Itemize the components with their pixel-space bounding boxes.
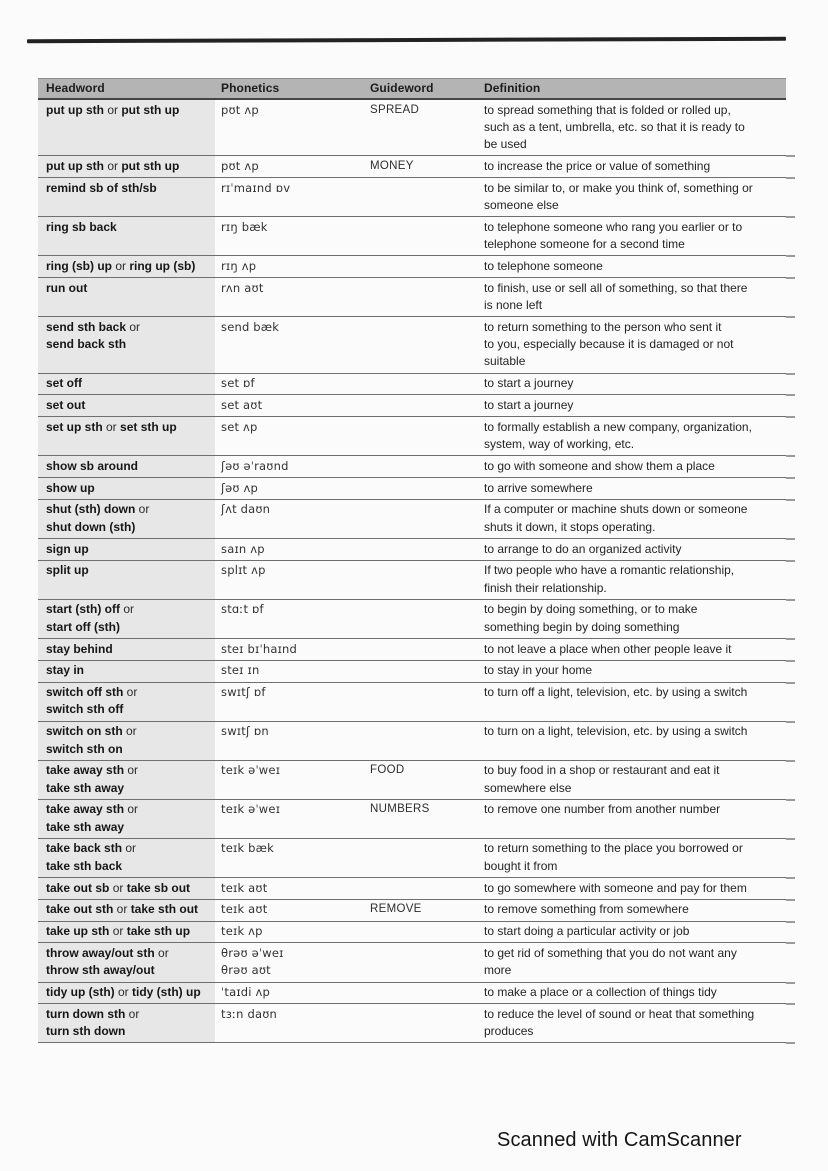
table-row	[38, 761, 786, 800]
definition-cell: to stay in your home	[484, 663, 593, 678]
phonetics-cell: swɪtʃ ɒn	[221, 724, 269, 739]
headword-term: set off	[46, 376, 82, 391]
definition-cell: to spread something that is folded or rolled up, such as a tent, umbrella, etc. so that it is ready to be used	[484, 102, 745, 152]
phonetics-cell: steɪ bɪˈhaɪnd	[221, 641, 298, 656]
table-row	[38, 1004, 786, 1043]
definition-cell: to arrange to do an organized activity	[484, 541, 682, 556]
headword-term: put up sth	[46, 158, 104, 173]
guideword-cell	[366, 456, 478, 477]
headword-term: set up sth	[46, 419, 103, 434]
definition-cell: to make a place or a collection of things tidy	[484, 985, 717, 1000]
guideword-cell: FOOD	[370, 764, 405, 777]
guideword-cell: MONEY	[370, 159, 414, 172]
phonetics-cell: ˈtaɪdi ʌp	[221, 985, 271, 1000]
headword-term: turn sth down	[46, 1024, 126, 1039]
phonetics-cell: splɪt ʌp	[221, 563, 266, 578]
headword-connector: or	[102, 419, 121, 434]
headword-cell	[38, 661, 215, 682]
headword-cell	[38, 100, 215, 155]
table-row	[38, 317, 786, 373]
headword-term: take up sth	[46, 924, 110, 939]
guideword-cell	[366, 922, 478, 943]
headword-term: turn down sth	[46, 1006, 126, 1021]
guideword-cell: NUMBERS	[370, 803, 430, 816]
headword-term: tidy up (sth)	[46, 985, 115, 1000]
headword-connector: or	[125, 1006, 140, 1021]
table-row	[38, 539, 786, 561]
guideword-cell	[366, 278, 478, 316]
guideword-cell	[366, 256, 478, 277]
definition-cell: to start a journey	[484, 376, 574, 391]
phonetics-cell: send bæk	[221, 319, 280, 334]
definition-cell: to return something to the person who sent it to you, especially because it is damaged or not suitable	[484, 319, 734, 369]
headword-term: take back sth	[46, 841, 123, 856]
headword-term: stay behind	[46, 641, 113, 656]
headword-cell	[38, 983, 215, 1004]
table-row	[38, 395, 786, 417]
headword-cell	[38, 639, 215, 660]
headword-term: show sb around	[46, 458, 139, 473]
guideword-cell	[366, 661, 478, 682]
definition-cell: to remove something from somewhere	[484, 902, 689, 917]
headword-cell	[38, 374, 215, 395]
headword-term: ring up (sb)	[129, 258, 196, 273]
phonetics-cell: θrəʊ əˈweɪ θrəʊ aʊt	[221, 945, 284, 978]
phonetics-cell: teɪk əˈweɪ	[221, 763, 281, 778]
headword-connector: or	[109, 924, 127, 939]
guideword-cell	[366, 839, 478, 877]
guideword-cell	[366, 683, 478, 721]
top-rule	[27, 37, 786, 43]
headword-term: take out sth	[46, 902, 114, 917]
definition-cell: to be similar to, or make you think of, something or someone else	[484, 180, 753, 212]
definition-cell: If two people who have a romantic relationship, finish their relationship.	[484, 563, 735, 595]
table-row	[38, 256, 786, 278]
guideword-cell	[366, 317, 478, 372]
headword-connector: or	[103, 158, 122, 173]
headword-connector: or	[114, 985, 132, 1000]
headword-connector: or	[109, 880, 127, 895]
headword-cell	[38, 683, 215, 721]
phonetics-cell: rɪŋ ʌp	[221, 258, 257, 273]
phonetics-cell: teɪk bæk	[221, 841, 275, 856]
headword-term: sign up	[46, 541, 89, 556]
table-row	[38, 661, 786, 683]
headword-cell	[38, 500, 215, 538]
headword-term: set sth up	[120, 419, 177, 434]
headword-connector: or	[135, 502, 150, 517]
guideword-cell	[366, 983, 478, 1004]
headword-cell	[38, 278, 215, 316]
definition-cell: to not leave a place when other people leave it	[484, 641, 732, 656]
guideword-cell: REMOVE	[370, 903, 422, 916]
headword-term: remind sb of sth/sb	[46, 180, 157, 195]
headword-connector: or	[123, 685, 138, 700]
camscanner-credit: Scanned with CamScanner	[497, 1129, 742, 1151]
headword-cell	[38, 922, 215, 943]
headword-term: take sth back	[46, 858, 123, 873]
table-row	[38, 639, 786, 661]
headword-connector: or	[120, 602, 135, 617]
definition-cell: If a computer or machine shuts down or someone shuts it down, it stops operating.	[484, 502, 748, 534]
headword-term: switch off sth	[46, 685, 124, 700]
headword-connector: or	[126, 319, 141, 334]
table-row	[38, 722, 786, 761]
headword-term: throw sth away/out	[46, 963, 155, 978]
definition-cell: to begin by doing something, or to make something begin by doing something	[484, 602, 698, 634]
column-header-headword: Headword	[46, 81, 105, 95]
phonetics-cell: pʊt ʌp	[221, 158, 259, 173]
table-row	[38, 561, 786, 600]
definition-cell: to telephone someone who rang you earlier or to telephone someone for a second time	[484, 219, 743, 252]
phonetics-cell: ʃəʊ əˈraʊnd	[221, 458, 289, 473]
phonetics-cell: teɪk aʊt	[221, 880, 268, 895]
phonetics-cell: stɑːt ɒf	[221, 602, 264, 617]
table-header-row	[38, 78, 786, 100]
headword-term: start (sth) off	[46, 602, 120, 617]
table-row	[38, 178, 786, 217]
definition-cell: to formally establish a new company, organization, system, way of working, etc.	[484, 419, 752, 452]
headword-term: switch sth off	[46, 702, 124, 717]
headword-term: send sth back	[46, 319, 127, 334]
headword-term: show up	[46, 480, 95, 495]
headword-term: take sth away	[46, 819, 125, 834]
guideword-cell	[366, 561, 478, 599]
phonetics-cell: teɪk aʊt	[221, 902, 268, 917]
headword-term: take sb out	[126, 880, 191, 895]
headword-term: take sth out	[130, 902, 199, 917]
headword-connector: or	[113, 902, 131, 917]
headword-cell	[38, 156, 215, 177]
table-row	[38, 156, 786, 178]
phonetics-cell: rɪˈmaɪnd ɒv	[221, 180, 291, 195]
guideword-cell	[366, 600, 478, 638]
phonetics-cell: rɪŋ bæk	[221, 219, 268, 234]
table-row	[38, 800, 786, 839]
headword-cell	[38, 478, 215, 499]
phonetics-cell: set ɒf	[221, 376, 255, 391]
headword-cell	[38, 217, 215, 255]
definition-cell: to buy food in a shop or restaurant and eat it somewhere else	[484, 763, 720, 795]
guideword-cell	[366, 217, 478, 255]
phonetics-cell: swɪtʃ ɒf	[221, 685, 266, 700]
guideword-cell	[366, 178, 478, 216]
phonetics-cell: pʊt ʌp	[221, 102, 259, 117]
headword-connector: or	[112, 258, 130, 273]
table-row	[38, 983, 786, 1005]
headword-cell	[38, 1004, 215, 1042]
definition-cell: to finish, use or sell all of something, so that there is none left	[484, 280, 748, 312]
headword-term: switch sth on	[46, 741, 123, 756]
headword-cell	[38, 256, 215, 277]
headword-term: set out	[46, 397, 86, 412]
column-header-guideword: Guideword	[370, 81, 434, 95]
phonetics-cell: saɪn ʌp	[221, 541, 265, 556]
guideword-cell	[366, 722, 478, 760]
table-row	[38, 600, 786, 639]
headword-cell	[38, 395, 215, 416]
table-row	[38, 456, 786, 478]
guideword-cell	[366, 1004, 478, 1042]
headword-term: take out sb	[46, 880, 110, 895]
headword-term: take away sth	[46, 763, 125, 778]
definition-cell: to go somewhere with someone and pay for them	[484, 880, 747, 895]
definition-cell: to telephone someone	[484, 258, 603, 273]
definition-cell: to return something to the place you borrowed or bought it from	[484, 841, 743, 873]
guideword-cell	[366, 478, 478, 499]
headword-cell	[38, 839, 215, 877]
headword-term: start off (sth)	[46, 619, 120, 634]
definition-cell: to increase the price or value of something	[484, 158, 711, 173]
table-row	[38, 478, 786, 500]
phonetics-cell: teɪk əˈweɪ	[221, 802, 281, 817]
definition-cell: to go with someone and show them a place	[484, 458, 715, 473]
phrasal-verbs-table	[38, 78, 786, 1043]
headword-term: put up sth	[46, 102, 104, 117]
column-header-phonetics: Phonetics	[221, 81, 280, 95]
guideword-cell	[366, 417, 478, 455]
headword-cell	[38, 456, 215, 477]
headword-term: put sth up	[121, 158, 180, 173]
table-row	[38, 943, 786, 982]
headword-cell	[38, 900, 215, 921]
guideword-cell	[366, 639, 478, 660]
definition-cell: to get rid of something that you do not want any more	[484, 945, 737, 978]
definition-cell: to start a journey	[484, 397, 574, 412]
headword-term: split up	[46, 563, 89, 578]
definition-cell: to arrive somewhere	[484, 480, 593, 495]
phonetics-cell: ʃʌt daʊn	[221, 502, 271, 517]
definition-cell: to remove one number from another number	[484, 802, 721, 817]
headword-cell	[38, 800, 215, 838]
headword-term: ring (sb) up	[46, 258, 112, 273]
headword-term: tidy (sth) up	[132, 985, 201, 1000]
table-row	[38, 374, 786, 396]
guideword-cell	[366, 943, 478, 981]
headword-term: take sth up	[126, 924, 191, 939]
headword-term: put sth up	[121, 102, 180, 117]
table-row	[38, 839, 786, 878]
headword-term: run out	[46, 280, 88, 295]
headword-cell	[38, 943, 215, 981]
table-row	[38, 217, 786, 256]
headword-cell	[38, 761, 215, 799]
phonetics-cell: rʌn aʊt	[221, 280, 264, 295]
headword-connector: or	[103, 102, 122, 117]
guideword-cell	[366, 878, 478, 899]
phonetics-cell: tɜːn daʊn	[221, 1006, 277, 1021]
headword-term: switch on sth	[46, 724, 123, 739]
phonetics-cell: set ʌp	[221, 419, 258, 434]
headword-term: send back sth	[46, 337, 127, 352]
headword-connector: or	[122, 841, 137, 856]
headword-connector: or	[124, 763, 139, 778]
headword-connector: or	[154, 945, 169, 960]
headword-term: shut down (sth)	[46, 519, 136, 534]
headword-term: throw away/out sth	[46, 945, 155, 960]
table-row	[38, 683, 786, 722]
table-row	[38, 922, 786, 944]
definition-cell: to turn off a light, television, etc. by using a switch	[484, 685, 748, 700]
headword-term: take away sth	[46, 802, 125, 817]
headword-cell	[38, 317, 215, 372]
headword-cell	[38, 417, 215, 455]
headword-cell	[38, 561, 215, 599]
definition-cell: to start doing a particular activity or job	[484, 924, 690, 939]
table-row	[38, 900, 786, 922]
guideword-cell	[366, 395, 478, 416]
table-row	[38, 878, 786, 900]
headword-cell	[38, 539, 215, 560]
guideword-cell	[366, 539, 478, 560]
headword-cell	[38, 722, 215, 760]
headword-connector: or	[122, 724, 137, 739]
headword-cell	[38, 178, 215, 216]
headword-cell	[38, 600, 215, 638]
phonetics-cell: steɪ ɪn	[221, 663, 260, 678]
guideword-cell	[366, 500, 478, 538]
column-header-definition: Definition	[484, 81, 541, 95]
headword-term: ring sb back	[46, 219, 117, 234]
table-row	[38, 278, 786, 317]
phonetics-cell: ʃəʊ ʌp	[221, 480, 259, 495]
table-row	[38, 417, 786, 456]
headword-term: stay in	[46, 663, 85, 678]
definition-cell: to turn on a light, television, etc. by using a switch	[484, 724, 748, 739]
headword-term: shut (sth) down	[46, 502, 136, 517]
headword-connector: or	[124, 802, 139, 817]
guideword-cell	[366, 374, 478, 395]
phonetics-cell: teɪk ʌp	[221, 924, 263, 939]
guideword-cell: SPREAD	[370, 103, 420, 116]
definition-cell: to reduce the level of sound or heat that something produces	[484, 1006, 755, 1039]
table-row	[38, 100, 786, 156]
headword-term: take sth away	[46, 780, 125, 795]
phonetics-cell: set aʊt	[221, 397, 263, 412]
headword-cell	[38, 878, 215, 899]
table-body	[38, 100, 786, 1043]
table-row	[38, 500, 786, 539]
